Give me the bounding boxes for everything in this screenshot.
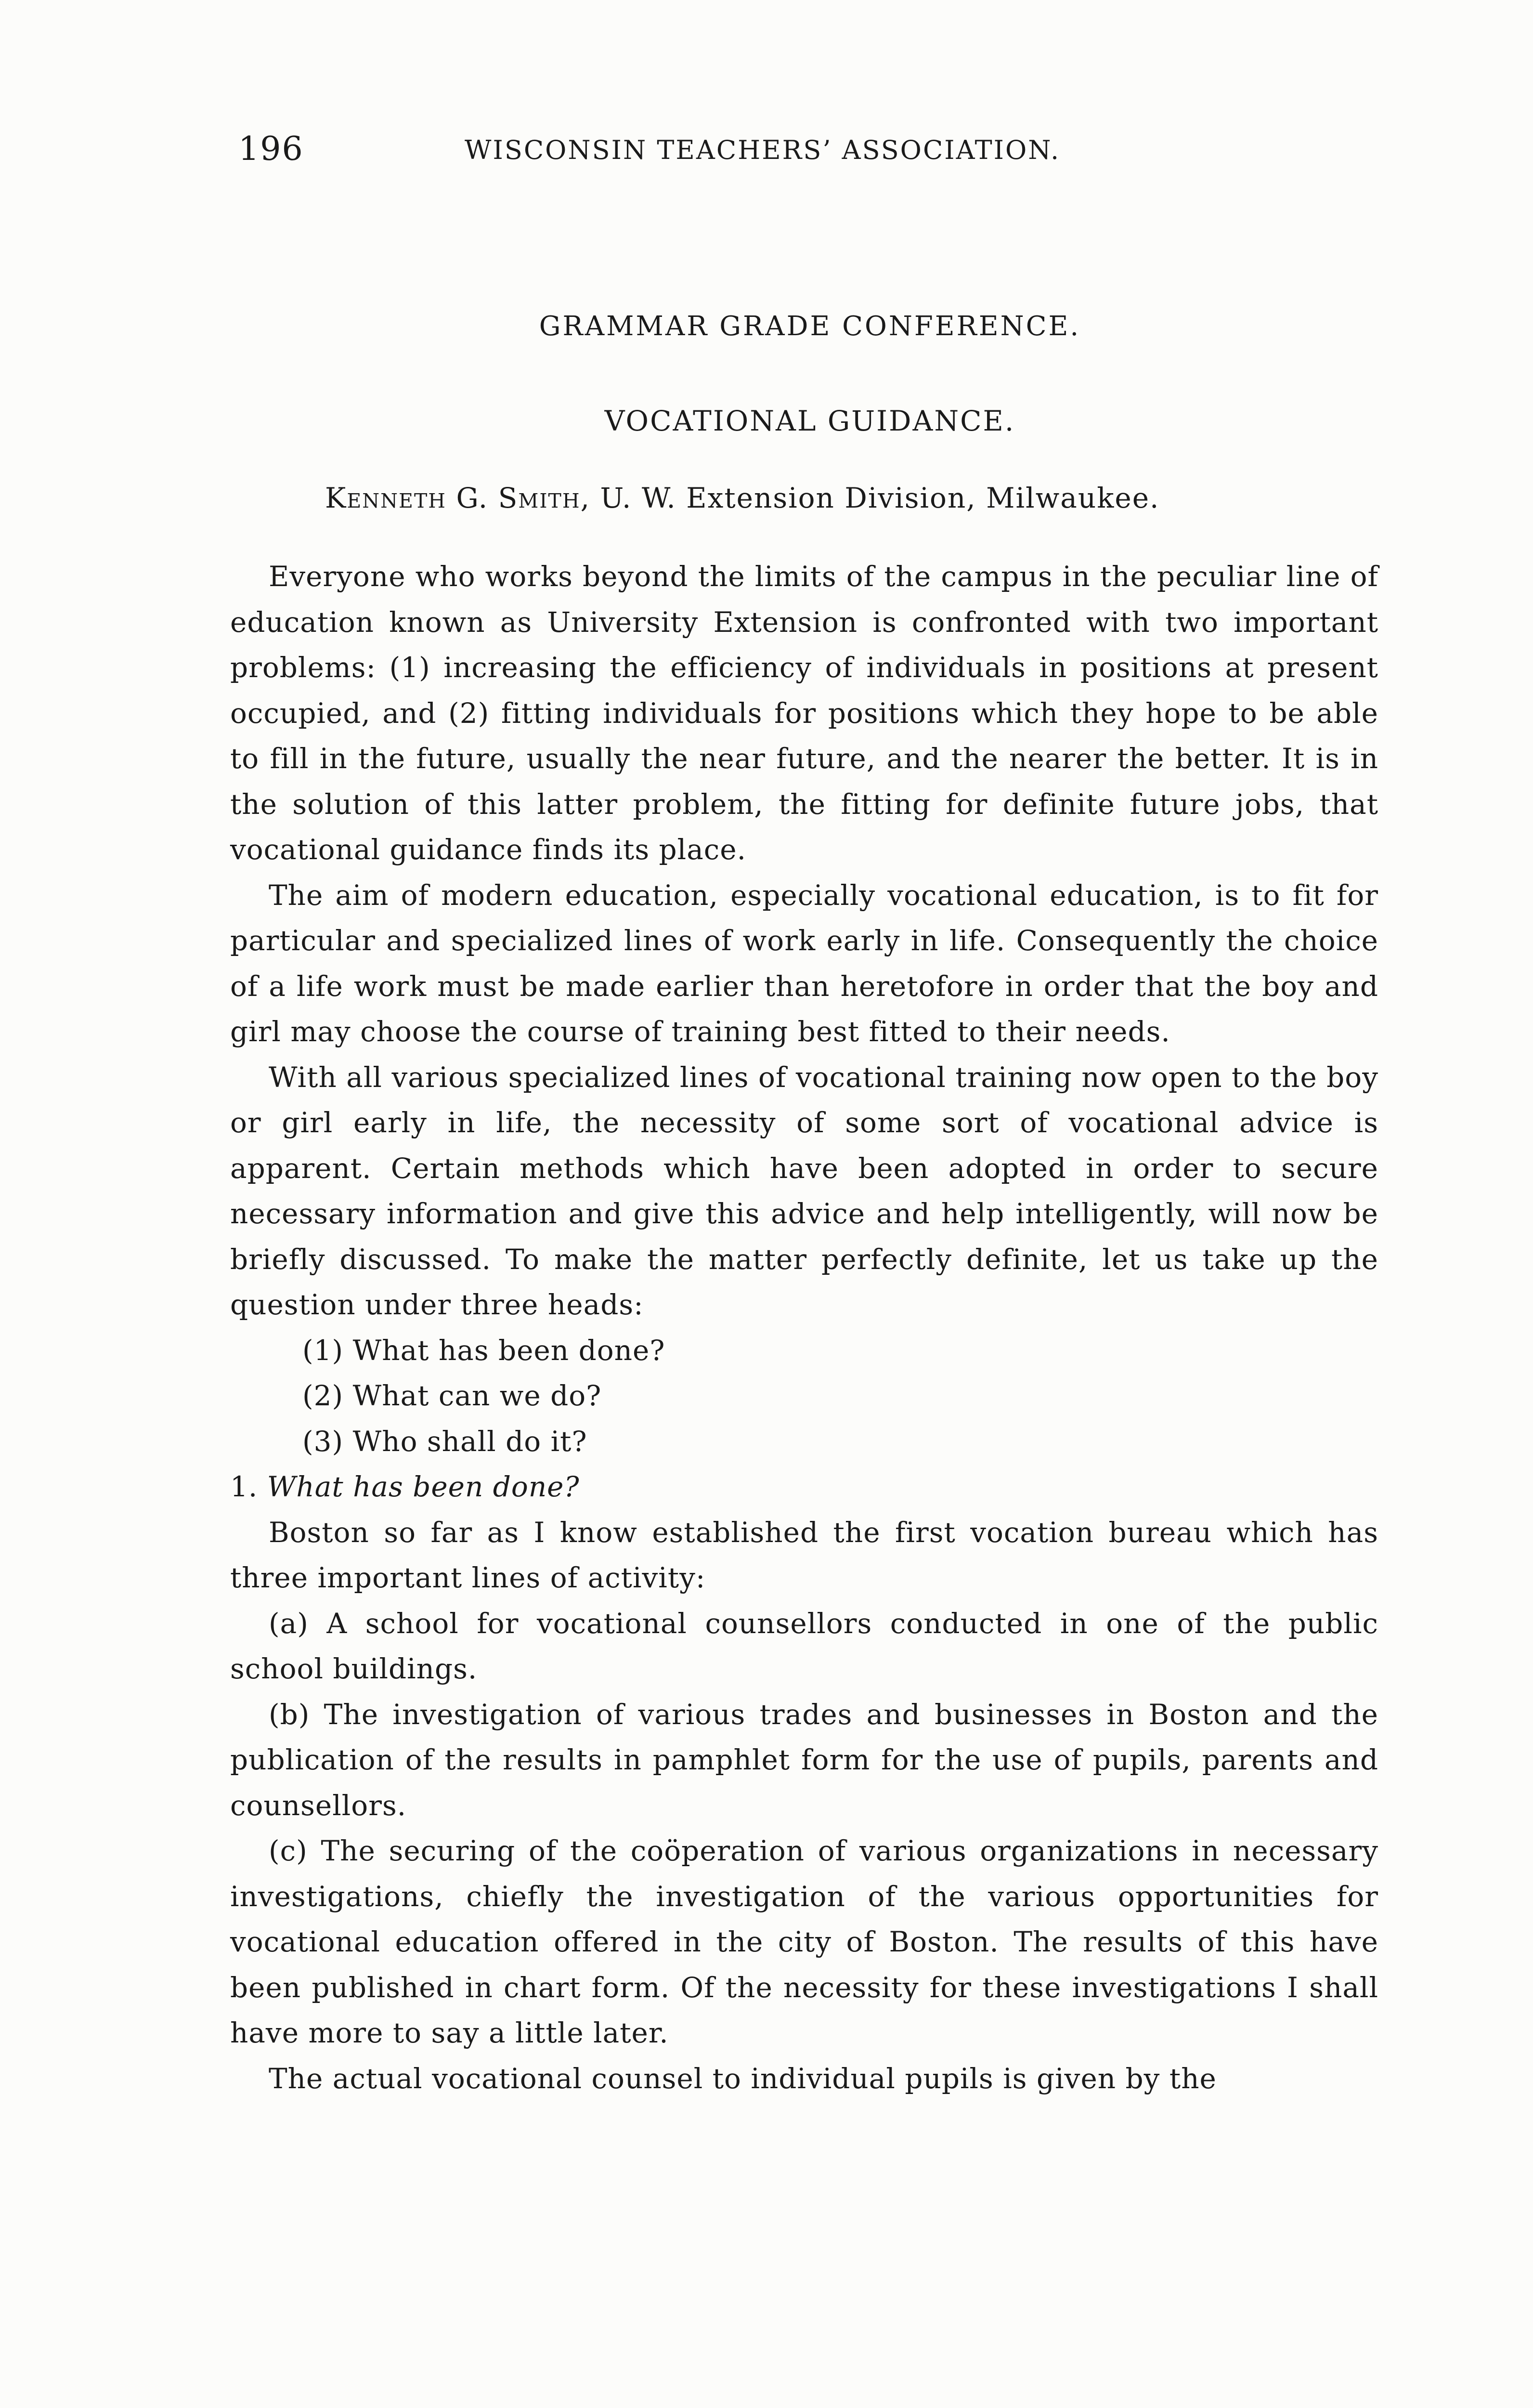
question-item: (2) What can we do? [302,1379,602,1412]
list-paragraph: (b) The investigation of various trades and businesses in Boston and the publication of the results in pamphlet form for the use of pupils, parents and counsellors. [230,1698,1378,1822]
subsection-title: What has been done? [267,1470,580,1503]
running-title: WISCONSIN TEACHERS’ ASSOCIATION. [465,135,1061,165]
paragraph: Boston so far as I know established the first vocation bureau which has three important lines of activity: [230,1516,1378,1594]
question-item: (1) What has been done? [302,1334,665,1367]
body-text [230,554,1378,2101]
list-paragraph: (a) A school for vocational counsellors conducted in one of the public school buildings. [230,1607,1378,1685]
subsection-number: 1. [230,1470,258,1503]
page-number: 196 [238,130,304,168]
author-name: Kenneth G. Smith, [325,482,591,514]
conference-title: GRAMMAR GRADE CONFERENCE. [539,311,1081,342]
question-item: (3) Who shall do it? [302,1425,587,1458]
author-affiliation: U. W. Extension Division, Milwaukee. [600,482,1160,514]
paragraph: Everyone who works beyond the limits of the campus in the peculiar line of education known as University Extension is confronted with two important problems: (1) increasing the efficiency of individuals in positions at present occupied, and (2) fitting individuals for positions which they hope to be able to fill in the future, usually the near future, and the nearer the better. It is in the solution of this latter problem, the fitting for definite future jobs, that vocational guidance finds its place. [230,560,1378,866]
list-paragraph: (c) The securing of the coöperation of various organizations in necessary investigations, chiefly the investigation of the various opportunities for vocational education offered in the city of Boston. The results of this have been published in chart form. Of the necessity for these investigations I shall have more to say a little later. [230,1834,1378,2049]
paragraph: With all various specialized lines of vocational training now open to the boy or girl early in life, the necessity of some sort of vocational advice is apparent. Certain methods which have been adopted in order to secure necessary information and give this advice and help intelligently, will now be briefly discussed. To make the matter perfectly definite, let us take up the question under three heads: [230,1060,1378,1321]
paragraph: The actual vocational counsel to individual pupils is given by the [269,2062,1217,2095]
paragraph: The aim of modern education, especially vocational education, is to fit for particular and specialized lines of work early in life. Consequently the choice of a life work must be made earlier than heretofore in order that the boy and girl may choose the course of training best fitted to their needs. [230,878,1378,1048]
subsection-heading [230,1464,1378,1510]
section-title: VOCATIONAL GUIDANCE. [604,405,1015,437]
byline [325,482,1159,514]
running-header [238,130,1201,183]
